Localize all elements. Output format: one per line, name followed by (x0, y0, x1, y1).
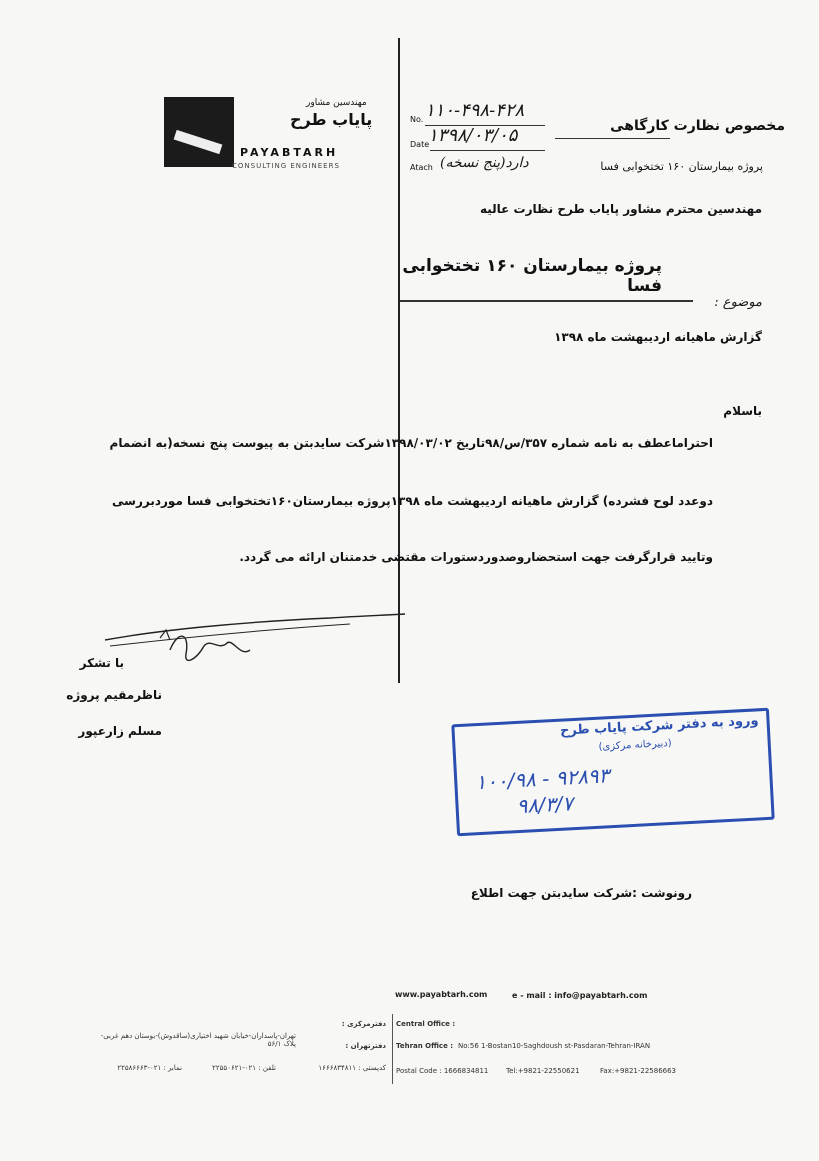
cc-line: رونوشت :شرکت سایدبتن جهت اطلاع (470, 886, 692, 900)
fax: Fax:+9821-22586663 (600, 1067, 677, 1075)
signer-title: ناظرمقیم پروژه (66, 688, 162, 702)
subject-label: موضوع : (714, 295, 762, 310)
body-line-2: دوعدد لوح فشرده) گزارش ماهیانه اردیبهشت ماه ۱۳۹۸پروژه بیمارستان۱۶۰تختخوابی فسا موردبررسی (112, 494, 713, 508)
project-title: پروژه بیمارستان ۱۶۰ تختخوابی فسا (402, 256, 662, 296)
logo-en-name: PAYABTARH (240, 146, 339, 159)
postal-code: Postal Code : 1666834811 (396, 1067, 489, 1075)
footer-website: www.payabtarh.com (395, 990, 488, 999)
central-office-label: Central Office : (396, 1020, 456, 1028)
body-line-3: وتایید قرارگرفت جهت استحضاروصدوردستورات مقتضی خدمتنان ارائه می گردد. (239, 550, 713, 564)
no-label: No. (410, 115, 424, 124)
fa-central-label: دفترمرکزی : (341, 1020, 386, 1028)
privacy-label: مخصوص نظارت کارگاهی (610, 118, 785, 134)
stamp-date: ۹۸/۳/۷ (516, 791, 574, 819)
tel: Tel:+9821-22550621 (506, 1067, 580, 1075)
date-value: ۱۳۹۸/۰۳/۰۵ (428, 125, 518, 146)
atach-value: دارد(پنج نسخه) (440, 155, 529, 171)
signer-name: مسلم زارعپور (78, 724, 162, 738)
fa-postal: کدپستی : ۱۶۶۶۸۳۴۸۱۱ (318, 1064, 386, 1072)
tehran-office-label: Tehran Office : (396, 1042, 454, 1050)
stamp-line-2: (دبیرخانه مرکزی) (598, 737, 672, 753)
footer-divider (392, 1014, 393, 1084)
logo-subtitle: CONSULTING ENGINEERS (232, 162, 340, 170)
fa-tehran-address: تهران-پاسداران-خیابان شهید اختیاری(ساقدوش)-بوستان دهم غربی-پلاک ۵۶/۱ (100, 1032, 296, 1048)
tehran-office-address: No:56 1-Bostan10-Saghdoush st-Pasdaran-Tehran-IRAN (458, 1042, 651, 1050)
atach-label: Atach (410, 163, 433, 172)
project-small: پروژه بیمارستان ۱۶۰ تختخوابی فسا (600, 160, 763, 173)
stamp-number: ۱۰۰/۹۸ - ۹۲۸۹۳ (474, 763, 610, 795)
signature-scribble (100, 610, 410, 680)
header-divider (398, 38, 400, 683)
closing: با تشکر (79, 656, 124, 670)
company-logo (164, 97, 234, 167)
fa-fax: نمابر : ۰۲۱-۲۲۵۸۶۶۶۳ (117, 1064, 182, 1072)
body-line-1: احتراماعطف به نامه شماره ۳۵۷/س/۹۸تاریخ ۱۳۹۸/۰۳/۰۲شرکت سایدبتن به پیوست پنج نسخه(به انضمام (109, 436, 713, 450)
no-value: ۱۱۰-۴۹۸-۴۲۸ (425, 100, 525, 121)
fa-tel: تلفن : ۰۲۱-۲۲۵۵۰۶۲۱ (212, 1064, 276, 1072)
title-underline (400, 300, 693, 302)
received-stamp (451, 708, 774, 836)
logo-small-text: مهندسین مشاور (306, 98, 367, 108)
greeting: باسلام (723, 404, 762, 418)
date-label: Date (410, 140, 430, 149)
fa-tehran-label: دفترتهران : (345, 1042, 386, 1050)
recipient: مهندسین محترم مشاور پایاب طرح نظارت عالیه (479, 202, 762, 216)
footer-email: e - mail : info@payabtarh.com (512, 991, 648, 1000)
logo-fa-name: پایاب طرح (290, 110, 373, 129)
date-line (430, 150, 545, 151)
stamp-line-1: ورود به دفتر شرکت پایاب طرح (559, 713, 759, 739)
privacy-line (555, 138, 670, 139)
subject: گزارش ماهیانه اردیبهشت ماه ۱۳۹۸ (554, 330, 762, 344)
